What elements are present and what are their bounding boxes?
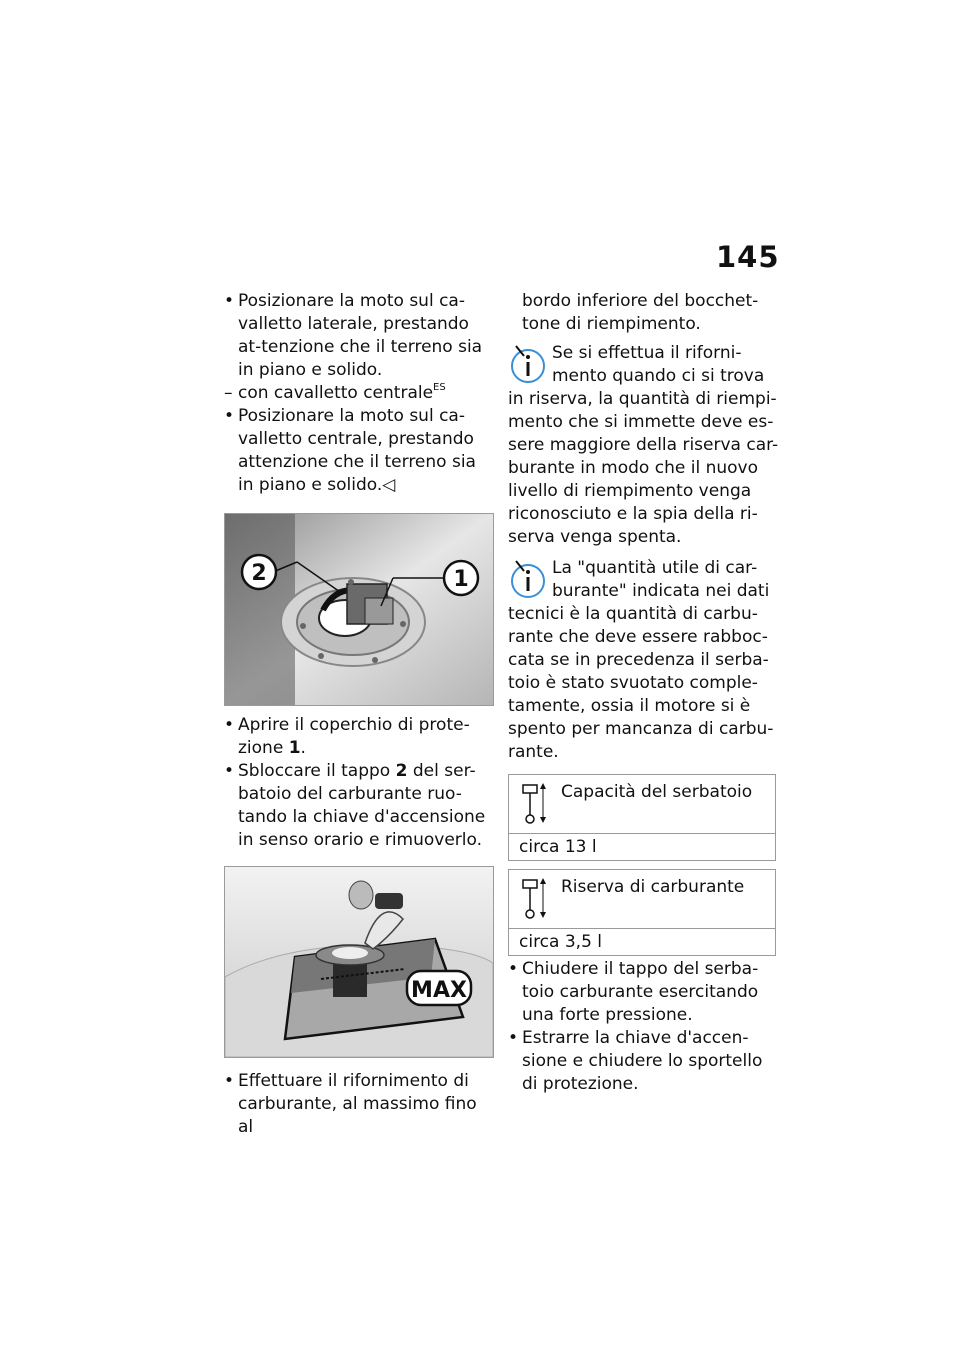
callout-1: 1 [453, 567, 469, 592]
gauge-icon [519, 876, 549, 920]
left-column [224, 290, 496, 1139]
refuel-continuation: bordo inferiore del bocchet-tone di riempimento. [522, 291, 759, 334]
step-centerstand: • Posizionare la moto sul ca-valletto centrale, prestando attenzione che il terreno sia in piano e solido.◁ [224, 405, 496, 497]
option-code: ES [433, 382, 446, 393]
max-label: MAX [411, 978, 467, 1003]
info-icon [508, 557, 548, 601]
step-close-cap: • Chiudere il tappo del serba-toio carburante esercitando una forte pressione. [508, 958, 780, 1027]
right-column [508, 290, 780, 1096]
spec-value: circa 3,5 l [519, 932, 603, 952]
info-note-reserve: Se si effettua il riforni-mento quando ci si trova in riserva, la quantità di riempi-mento che si immette deve es-sere maggiore della riserva car-burante in modo che il nuovo livello di riempimento venga riconosciuto e la spia della ri-serva venga spenta. [508, 343, 779, 547]
callout-2: 2 [251, 561, 267, 586]
step-open-cover: • Aprire il coperchio di prote-zione 1. [224, 714, 496, 760]
spec-fuel-reserve [508, 869, 776, 956]
figure-fuel-max-level [224, 866, 494, 1058]
figure-fuel-cap-unlock [224, 513, 494, 706]
gauge-icon [519, 781, 549, 825]
info-icon [508, 342, 548, 386]
spec-label: Capacità del serbatoio [561, 782, 753, 802]
step-refuel: • Effettuare il rifornimento di carburante, al massimo fino al [224, 1070, 496, 1139]
step-sidestand: • Posizionare la moto sul ca-valletto laterale, prestando at-tenzione che il terreno sia in piano e solido. [224, 290, 496, 382]
spec-label: Riserva di carburante [561, 877, 745, 897]
spec-tank-capacity [508, 774, 776, 861]
info-note-usable-fuel: La "quantità utile di car-burante" indicata nei dati tecnici è la quantità di carbu-rante che deve essere rabboc-cata se in precedenza il serba-toio è stato svuotato comple-tamente, ossia il motore si è spento per mancanza di carbu-rante. [508, 558, 774, 762]
spec-value: circa 13 l [519, 837, 597, 857]
page-number: 145 [716, 240, 780, 274]
condition-centerstand: – con cavalletto centrale$^{ES}$ [224, 382, 496, 405]
step-unlock-cap: • Sbloccare il tappo 2 del ser-batoio del carburante ruo-tando la chiave d'accensione in senso orario e rimuoverlo. [224, 760, 496, 852]
step-remove-key: • Estrarre la chiave d'accen-sione e chiudere lo sportello di protezione. [508, 1027, 780, 1096]
end-mark: ◁ [382, 475, 396, 495]
